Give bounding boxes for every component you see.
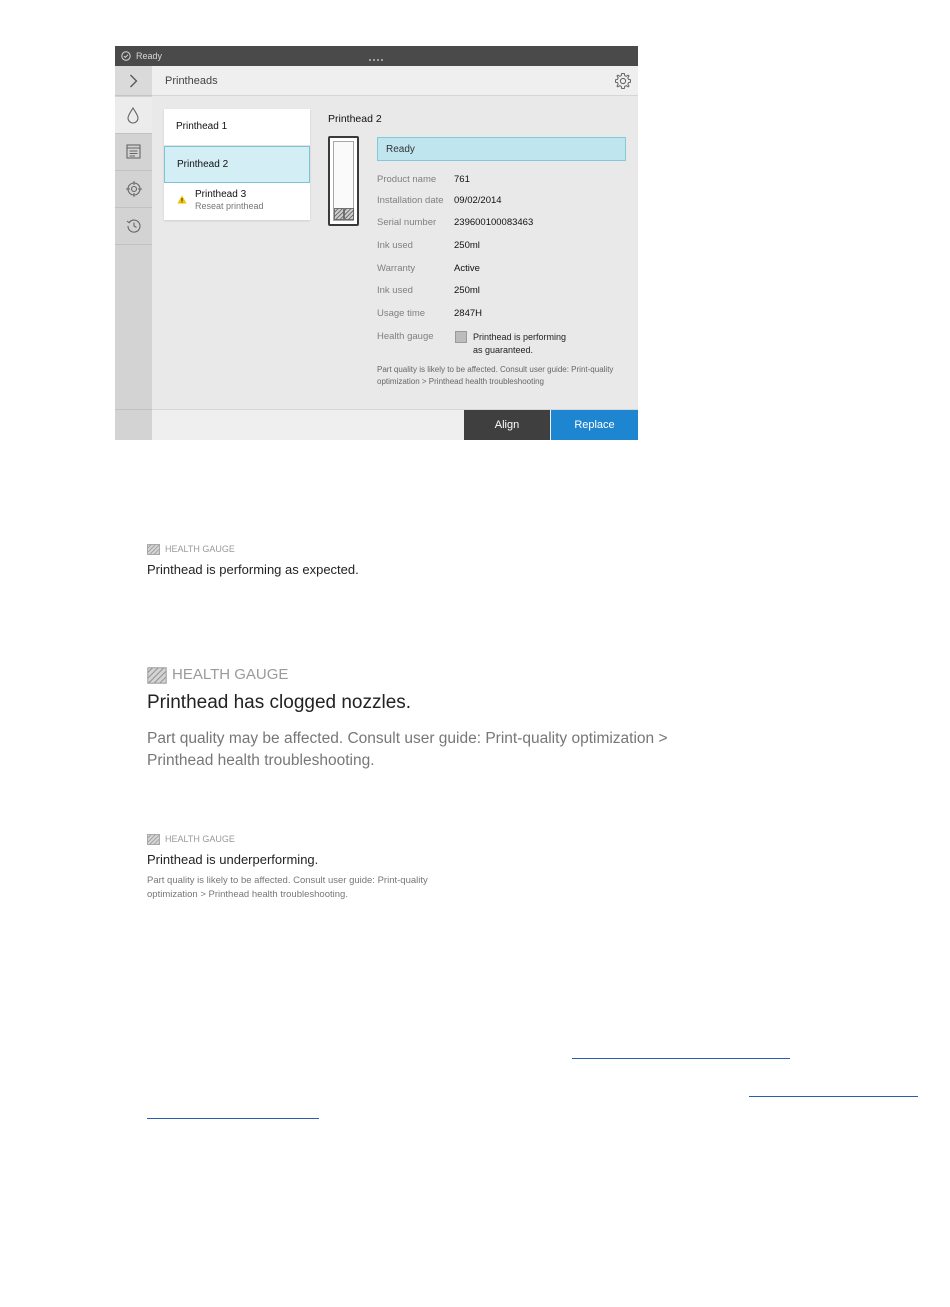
health-gauge-heading-text: HEALTH GAUGE bbox=[165, 834, 235, 844]
info-key: Product name bbox=[377, 174, 437, 185]
align-button[interactable]: Align bbox=[464, 410, 550, 440]
health-note: Part quality is likely to be affected. Consult user guide: Print-quality optimization > Printhead health troubleshooting bbox=[377, 365, 614, 386]
list-item-printhead-2[interactable] bbox=[164, 146, 310, 183]
health-gauge-heading bbox=[147, 666, 288, 684]
printer-screen bbox=[115, 46, 638, 440]
status-badge-text: Ready bbox=[386, 144, 415, 155]
status-text: Ready bbox=[136, 51, 163, 61]
warning-icon bbox=[177, 195, 187, 204]
rail-jobs-button[interactable] bbox=[115, 134, 152, 171]
rail-ink-button[interactable] bbox=[115, 97, 152, 134]
history-icon bbox=[126, 218, 142, 234]
rail-calibration-button[interactable] bbox=[115, 171, 152, 208]
health-gauge-icon bbox=[334, 208, 354, 220]
health-gauge-icon bbox=[147, 667, 167, 684]
info-value: 250ml bbox=[454, 240, 480, 251]
drag-handle[interactable] bbox=[369, 59, 383, 61]
info-key: Installation date bbox=[377, 195, 444, 206]
health-gauge-heading-text: HEALTH GAUGE bbox=[165, 544, 235, 554]
health-gauge-swatch bbox=[455, 331, 467, 343]
info-value: Active bbox=[454, 263, 480, 274]
detail-title: Printhead 2 bbox=[328, 113, 382, 125]
info-key: Health gauge bbox=[377, 331, 434, 342]
gear-icon[interactable] bbox=[614, 72, 632, 90]
printhead-list bbox=[164, 109, 310, 220]
health-gauge-heading-text: HEALTH GAUGE bbox=[172, 666, 289, 683]
list-item-label: Printhead 1 bbox=[176, 121, 228, 132]
info-value: 239600100083463 bbox=[454, 217, 534, 228]
info-key: Usage time bbox=[377, 308, 426, 319]
link-underline[interactable] bbox=[572, 1058, 790, 1059]
health-gauge-heading bbox=[147, 544, 235, 555]
link-underline[interactable] bbox=[147, 1118, 319, 1119]
status-badge bbox=[377, 137, 626, 161]
health-gauge-status-cont: as guaranteed. bbox=[473, 345, 534, 355]
health-gauge-icon bbox=[147, 544, 160, 555]
info-key: Serial number bbox=[377, 217, 437, 228]
health-gauge-status: Printhead is performing as expected. bbox=[147, 562, 359, 577]
page-title: Printheads bbox=[165, 75, 218, 87]
info-value: 2847H bbox=[454, 308, 482, 319]
replace-button[interactable]: Replace bbox=[551, 410, 638, 440]
side-rail bbox=[115, 66, 152, 440]
document-list-icon bbox=[126, 144, 141, 159]
list-item-printhead-1[interactable] bbox=[164, 109, 310, 146]
list-item-sublabel: Reseat printhead bbox=[195, 201, 264, 211]
info-key: Warranty bbox=[377, 263, 416, 274]
info-value: 761 bbox=[454, 174, 470, 185]
target-icon bbox=[126, 181, 142, 197]
health-gauge-description: Part quality may be affected. Consult user guide: Print-quality optimization > Printhead health troubleshooting. bbox=[147, 730, 668, 769]
info-value: 09/02/2014 bbox=[454, 195, 502, 206]
info-value: 250ml bbox=[454, 285, 480, 296]
chevron-right-icon bbox=[129, 74, 138, 88]
list-item-printhead-3[interactable] bbox=[164, 183, 310, 220]
info-key: Ink used bbox=[377, 240, 413, 251]
info-key: Ink used bbox=[377, 285, 413, 296]
rail-footer bbox=[115, 409, 152, 440]
health-gauge-icon bbox=[147, 834, 160, 845]
list-item-label: Printhead 3 bbox=[195, 189, 247, 200]
health-gauge-heading bbox=[147, 834, 235, 845]
top-bar bbox=[152, 66, 638, 96]
check-circle-icon bbox=[121, 51, 131, 61]
list-item-label: Printhead 2 bbox=[177, 159, 229, 170]
health-gauge-row bbox=[377, 331, 627, 361]
link-underline[interactable] bbox=[749, 1096, 918, 1097]
health-gauge-status: Printhead has clogged nozzles. bbox=[147, 692, 412, 713]
health-gauge-status: Printhead is underperforming. bbox=[147, 852, 319, 867]
ink-drop-icon bbox=[126, 107, 140, 124]
health-gauge-description: Part quality is likely to be affected. Consult user guide: Print-quality optimization > Printhead health troubleshooting. bbox=[147, 875, 428, 900]
rail-history-button[interactable] bbox=[115, 208, 152, 245]
printhead-illustration bbox=[328, 136, 359, 226]
expand-menu-button[interactable] bbox=[115, 66, 152, 96]
status-bar bbox=[115, 46, 638, 66]
health-gauge-status: Printhead is performing bbox=[473, 332, 567, 342]
